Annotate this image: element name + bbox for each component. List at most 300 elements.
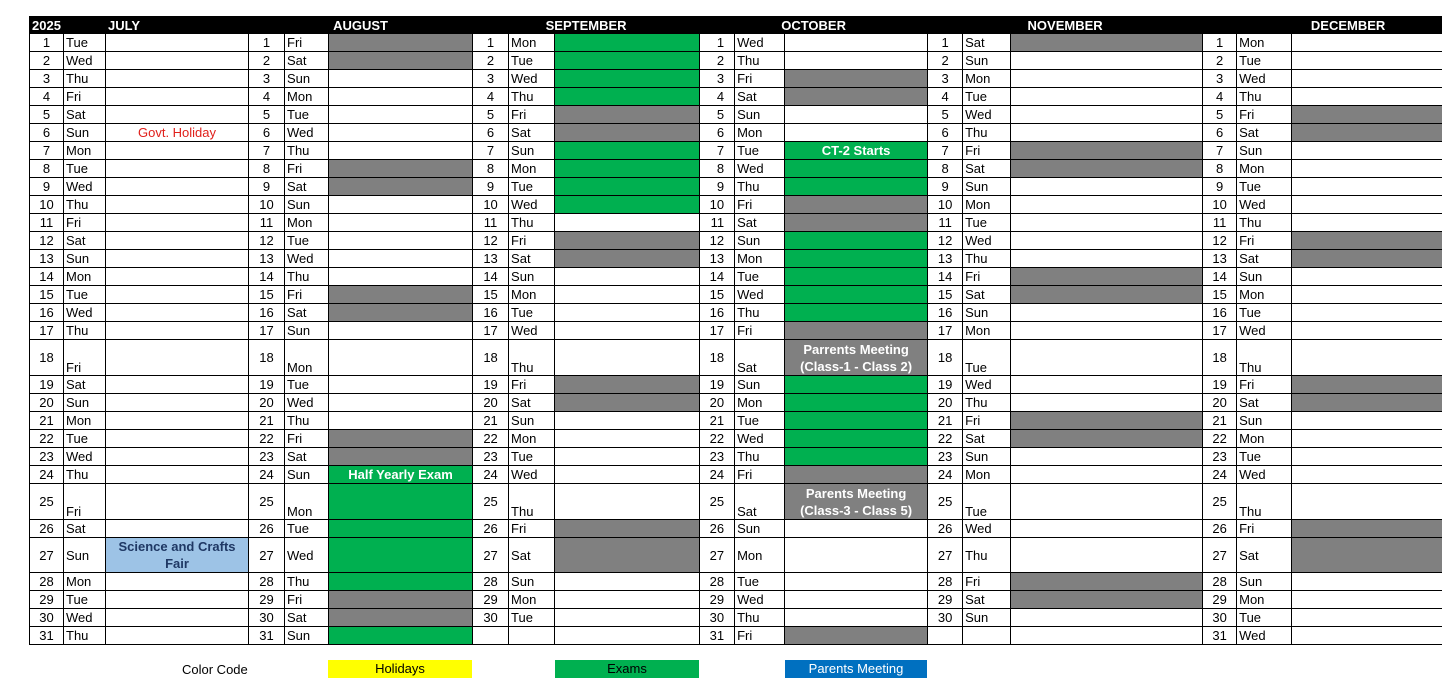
november-weekday: Wed	[963, 520, 1011, 538]
november-weekday: Sat	[963, 430, 1011, 448]
august-weekday: Tue	[285, 376, 329, 394]
july-day-number: 17	[30, 322, 64, 340]
september-day-number: 8	[473, 160, 509, 178]
september-event-cell	[555, 538, 700, 573]
july-day-number: 13	[30, 250, 64, 268]
october-weekday: Mon	[735, 394, 785, 412]
november-event-cell	[1011, 448, 1203, 466]
november-weekday: Wed	[963, 376, 1011, 394]
november-weekday: Tue	[963, 340, 1011, 376]
july-event-cell	[106, 322, 249, 340]
december-day-number: 24	[1203, 466, 1237, 484]
august-weekday: Sun	[285, 70, 329, 88]
july-weekday: Thu	[64, 70, 106, 88]
august-day-number: 8	[249, 160, 285, 178]
october-day-number: 16	[700, 304, 735, 322]
july-day-number: 21	[30, 412, 64, 430]
august-event-cell	[329, 520, 473, 538]
december-event-cell	[1292, 214, 1442, 232]
october-day-number: 18	[700, 340, 735, 376]
october-weekday: Thu	[735, 304, 785, 322]
october-weekday: Fri	[735, 322, 785, 340]
table-row	[30, 591, 1442, 609]
august-weekday: Tue	[285, 520, 329, 538]
november-weekday: Mon	[963, 70, 1011, 88]
october-event-cell	[785, 178, 928, 196]
august-weekday: Fri	[285, 160, 329, 178]
july-day-number: 5	[30, 106, 64, 124]
july-event-cell	[106, 160, 249, 178]
july-weekday: Sat	[64, 376, 106, 394]
july-day-number: 10	[30, 196, 64, 214]
october-weekday: Sun	[735, 520, 785, 538]
september-event-cell	[555, 394, 700, 412]
november-event-cell	[1011, 52, 1203, 70]
october-day-number: 8	[700, 160, 735, 178]
november-weekday: Sun	[963, 304, 1011, 322]
july-weekday: Sun	[64, 538, 106, 573]
august-day-number: 16	[249, 304, 285, 322]
november-weekday: Sun	[963, 178, 1011, 196]
december-day-number: 10	[1203, 196, 1237, 214]
september-event-cell	[555, 268, 700, 286]
july-weekday: Thu	[64, 466, 106, 484]
december-weekday: Sat	[1237, 538, 1292, 573]
september-day-number: 10	[473, 196, 509, 214]
october-day-number: 3	[700, 70, 735, 88]
september-weekday: Thu	[509, 484, 555, 520]
october-weekday: Sat	[735, 340, 785, 376]
august-day-number: 30	[249, 609, 285, 627]
table-row	[30, 286, 1442, 304]
december-event-cell	[1292, 160, 1442, 178]
august-day-number: 15	[249, 286, 285, 304]
september-weekday: Wed	[509, 466, 555, 484]
october-event-cell	[785, 106, 928, 124]
december-event-cell	[1292, 340, 1442, 376]
august-event-cell	[329, 304, 473, 322]
december-event-cell	[1292, 466, 1442, 484]
october-day-number: 6	[700, 124, 735, 142]
table-row	[30, 124, 1442, 142]
november-weekday: Thu	[963, 124, 1011, 142]
october-day-number: 20	[700, 394, 735, 412]
august-weekday: Thu	[285, 268, 329, 286]
september-event-cell	[555, 124, 700, 142]
july-event-cell	[106, 573, 249, 591]
november-day-number: 25	[928, 484, 963, 520]
december-event-cell	[1292, 106, 1442, 124]
august-day-number: 18	[249, 340, 285, 376]
november-event-cell	[1011, 232, 1203, 250]
table-row	[30, 322, 1442, 340]
august-day-number: 21	[249, 412, 285, 430]
november-weekday: Thu	[963, 538, 1011, 573]
calendar-table	[29, 16, 1442, 645]
december-day-number: 6	[1203, 124, 1237, 142]
september-day-number: 25	[473, 484, 509, 520]
august-weekday: Tue	[285, 232, 329, 250]
july-event-cell	[106, 250, 249, 268]
july-day-number: 22	[30, 430, 64, 448]
august-weekday: Wed	[285, 394, 329, 412]
september-day-number: 9	[473, 178, 509, 196]
december-event-cell	[1292, 124, 1442, 142]
december-event-cell	[1292, 88, 1442, 106]
october-day-number: 29	[700, 591, 735, 609]
july-event-cell	[106, 268, 249, 286]
december-day-number: 28	[1203, 573, 1237, 591]
september-weekday	[509, 627, 555, 645]
july-day-number: 19	[30, 376, 64, 394]
october-event-cell	[785, 160, 928, 178]
october-weekday: Thu	[735, 448, 785, 466]
october-weekday: Sat	[735, 88, 785, 106]
september-event-cell	[555, 196, 700, 214]
august-event-cell	[329, 609, 473, 627]
november-day-number: 26	[928, 520, 963, 538]
table-row	[30, 52, 1442, 70]
october-weekday: Fri	[735, 627, 785, 645]
december-day-number: 31	[1203, 627, 1237, 645]
october-weekday: Wed	[735, 160, 785, 178]
october-weekday: Mon	[735, 538, 785, 573]
december-weekday: Thu	[1237, 484, 1292, 520]
december-event-cell	[1292, 286, 1442, 304]
july-day-number: 16	[30, 304, 64, 322]
july-weekday: Fri	[64, 88, 106, 106]
october-weekday: Wed	[735, 34, 785, 52]
july-day-number: 11	[30, 214, 64, 232]
july-event-cell	[106, 430, 249, 448]
november-weekday: Sat	[963, 34, 1011, 52]
august-day-number: 28	[249, 573, 285, 591]
july-weekday: Tue	[64, 430, 106, 448]
table-row	[30, 538, 1442, 573]
august-weekday: Sat	[285, 609, 329, 627]
july-day-number: 30	[30, 609, 64, 627]
november-event-cell	[1011, 124, 1203, 142]
october-event-cell	[785, 88, 928, 106]
august-weekday: Fri	[285, 286, 329, 304]
july-weekday: Fri	[64, 484, 106, 520]
july-day-number: 12	[30, 232, 64, 250]
december-day-number: 11	[1203, 214, 1237, 232]
july-event-cell	[106, 627, 249, 645]
december-weekday: Tue	[1237, 52, 1292, 70]
october-day-number: 22	[700, 430, 735, 448]
october-weekday: Fri	[735, 466, 785, 484]
december-day-number: 20	[1203, 394, 1237, 412]
september-day-number: 1	[473, 34, 509, 52]
october-event-cell	[785, 573, 928, 591]
december-weekday: Tue	[1237, 448, 1292, 466]
july-day-number: 28	[30, 573, 64, 591]
october-event-cell	[785, 538, 928, 573]
september-weekday: Sat	[509, 394, 555, 412]
october-day-number: 4	[700, 88, 735, 106]
november-event-cell	[1011, 412, 1203, 430]
november-day-number: 9	[928, 178, 963, 196]
december-event-cell	[1292, 196, 1442, 214]
august-day-number: 24	[249, 466, 285, 484]
table-row	[30, 376, 1442, 394]
november-day-number: 10	[928, 196, 963, 214]
august-weekday: Sat	[285, 304, 329, 322]
october-weekday: Tue	[735, 573, 785, 591]
september-event-cell	[555, 627, 700, 645]
december-weekday: Mon	[1237, 160, 1292, 178]
table-row	[30, 70, 1442, 88]
september-day-number: 22	[473, 430, 509, 448]
december-weekday: Sat	[1237, 394, 1292, 412]
september-weekday: Sat	[509, 538, 555, 573]
month-header-august: AUGUST	[249, 17, 473, 34]
july-weekday: Fri	[64, 340, 106, 376]
september-weekday: Mon	[509, 591, 555, 609]
august-event-cell	[329, 34, 473, 52]
november-event-cell	[1011, 214, 1203, 232]
table-row	[30, 412, 1442, 430]
november-weekday: Mon	[963, 196, 1011, 214]
november-day-number: 2	[928, 52, 963, 70]
december-day-number: 27	[1203, 538, 1237, 573]
august-event-cell	[329, 196, 473, 214]
table-row	[30, 627, 1442, 645]
october-day-number: 23	[700, 448, 735, 466]
september-event-cell	[555, 520, 700, 538]
july-day-number: 9	[30, 178, 64, 196]
table-row	[30, 484, 1442, 520]
october-event-cell	[785, 627, 928, 645]
september-weekday: Mon	[509, 286, 555, 304]
december-weekday: Wed	[1237, 196, 1292, 214]
table-row	[30, 160, 1442, 178]
october-day-number: 9	[700, 178, 735, 196]
september-weekday: Tue	[509, 448, 555, 466]
september-event-cell	[555, 160, 700, 178]
august-weekday: Fri	[285, 34, 329, 52]
august-day-number: 25	[249, 484, 285, 520]
november-weekday: Mon	[963, 322, 1011, 340]
october-day-number: 14	[700, 268, 735, 286]
august-event-cell: Half Yearly Exam	[329, 466, 473, 484]
december-day-number: 30	[1203, 609, 1237, 627]
table-row	[30, 573, 1442, 591]
december-weekday: Mon	[1237, 34, 1292, 52]
october-day-number: 1	[700, 34, 735, 52]
september-weekday: Fri	[509, 232, 555, 250]
december-weekday: Tue	[1237, 304, 1292, 322]
december-event-cell	[1292, 52, 1442, 70]
october-day-number: 28	[700, 573, 735, 591]
november-event-cell	[1011, 286, 1203, 304]
november-weekday: Sun	[963, 52, 1011, 70]
september-day-number: 7	[473, 142, 509, 160]
september-day-number: 28	[473, 573, 509, 591]
july-weekday: Mon	[64, 268, 106, 286]
december-weekday: Thu	[1237, 88, 1292, 106]
july-weekday: Tue	[64, 34, 106, 52]
september-weekday: Wed	[509, 196, 555, 214]
september-event-cell	[555, 430, 700, 448]
august-weekday: Wed	[285, 538, 329, 573]
december-weekday: Fri	[1237, 106, 1292, 124]
december-day-number: 21	[1203, 412, 1237, 430]
october-day-number: 25	[700, 484, 735, 520]
august-weekday: Mon	[285, 340, 329, 376]
october-event-cell	[785, 394, 928, 412]
august-weekday: Sun	[285, 627, 329, 645]
october-event-cell	[785, 34, 928, 52]
september-event-cell	[555, 609, 700, 627]
july-day-number: 4	[30, 88, 64, 106]
november-day-number: 15	[928, 286, 963, 304]
july-day-number: 8	[30, 160, 64, 178]
july-event-cell: Science and Crafts Fair	[106, 538, 249, 573]
december-day-number: 18	[1203, 340, 1237, 376]
november-event-cell	[1011, 484, 1203, 520]
october-event-cell	[785, 304, 928, 322]
july-weekday: Sat	[64, 520, 106, 538]
november-weekday: Tue	[963, 88, 1011, 106]
november-event-cell	[1011, 160, 1203, 178]
november-weekday: Thu	[963, 394, 1011, 412]
july-weekday: Wed	[64, 304, 106, 322]
november-event-cell	[1011, 538, 1203, 573]
december-event-cell	[1292, 609, 1442, 627]
october-event-cell	[785, 214, 928, 232]
october-day-number: 12	[700, 232, 735, 250]
december-event-cell	[1292, 412, 1442, 430]
october-weekday: Wed	[735, 430, 785, 448]
august-day-number: 14	[249, 268, 285, 286]
november-day-number: 22	[928, 430, 963, 448]
september-weekday: Mon	[509, 430, 555, 448]
august-weekday: Thu	[285, 142, 329, 160]
september-event-cell	[555, 286, 700, 304]
august-weekday: Wed	[285, 250, 329, 268]
july-event-cell	[106, 376, 249, 394]
july-event-cell	[106, 394, 249, 412]
november-day-number: 7	[928, 142, 963, 160]
december-weekday: Mon	[1237, 591, 1292, 609]
july-weekday: Fri	[64, 214, 106, 232]
august-event-cell	[329, 268, 473, 286]
october-day-number: 7	[700, 142, 735, 160]
august-weekday: Mon	[285, 214, 329, 232]
september-day-number: 15	[473, 286, 509, 304]
november-day-number: 11	[928, 214, 963, 232]
november-event-cell	[1011, 627, 1203, 645]
august-weekday: Sun	[285, 466, 329, 484]
december-weekday: Wed	[1237, 322, 1292, 340]
september-weekday: Fri	[509, 376, 555, 394]
october-day-number: 15	[700, 286, 735, 304]
august-day-number: 5	[249, 106, 285, 124]
august-weekday: Mon	[285, 484, 329, 520]
july-day-number: 15	[30, 286, 64, 304]
august-event-cell	[329, 448, 473, 466]
november-weekday: Fri	[963, 412, 1011, 430]
august-weekday: Thu	[285, 412, 329, 430]
december-weekday: Sat	[1237, 124, 1292, 142]
september-day-number: 17	[473, 322, 509, 340]
december-weekday: Tue	[1237, 178, 1292, 196]
october-weekday: Sun	[735, 232, 785, 250]
august-day-number: 19	[249, 376, 285, 394]
september-weekday: Sun	[509, 412, 555, 430]
september-weekday: Thu	[509, 340, 555, 376]
july-event-cell	[106, 52, 249, 70]
table-row	[30, 214, 1442, 232]
august-day-number: 12	[249, 232, 285, 250]
july-day-number: 27	[30, 538, 64, 573]
october-day-number: 2	[700, 52, 735, 70]
october-event-cell	[785, 268, 928, 286]
august-day-number: 7	[249, 142, 285, 160]
july-event-cell	[106, 106, 249, 124]
september-event-cell	[555, 376, 700, 394]
november-day-number: 16	[928, 304, 963, 322]
july-weekday: Thu	[64, 322, 106, 340]
august-day-number: 26	[249, 520, 285, 538]
august-event-cell	[329, 160, 473, 178]
july-day-number: 7	[30, 142, 64, 160]
september-weekday: Tue	[509, 178, 555, 196]
december-day-number: 4	[1203, 88, 1237, 106]
october-event-cell	[785, 412, 928, 430]
august-day-number: 10	[249, 196, 285, 214]
november-day-number: 3	[928, 70, 963, 88]
october-day-number: 30	[700, 609, 735, 627]
table-row	[30, 106, 1442, 124]
november-day-number: 14	[928, 268, 963, 286]
july-weekday: Tue	[64, 591, 106, 609]
month-header-december: DECEMBER	[1203, 17, 1442, 34]
august-event-cell	[329, 340, 473, 376]
november-weekday: Wed	[963, 106, 1011, 124]
october-day-number: 13	[700, 250, 735, 268]
july-event-cell	[106, 448, 249, 466]
july-weekday: Sun	[64, 250, 106, 268]
december-day-number: 3	[1203, 70, 1237, 88]
september-event-cell	[555, 34, 700, 52]
august-day-number: 17	[249, 322, 285, 340]
october-day-number: 5	[700, 106, 735, 124]
october-weekday: Thu	[735, 178, 785, 196]
month-header-july: JULY	[64, 17, 249, 34]
december-event-cell	[1292, 322, 1442, 340]
november-day-number: 17	[928, 322, 963, 340]
december-event-cell	[1292, 142, 1442, 160]
year-label: 2025	[30, 17, 64, 34]
month-header-november: NOVEMBER	[928, 17, 1203, 34]
july-day-number: 2	[30, 52, 64, 70]
august-event-cell	[329, 538, 473, 573]
december-day-number: 15	[1203, 286, 1237, 304]
december-event-cell	[1292, 484, 1442, 520]
july-event-cell	[106, 214, 249, 232]
july-weekday: Sat	[64, 232, 106, 250]
december-weekday: Thu	[1237, 340, 1292, 376]
august-event-cell	[329, 627, 473, 645]
november-day-number: 29	[928, 591, 963, 609]
august-event-cell	[329, 250, 473, 268]
october-weekday: Sat	[735, 484, 785, 520]
october-day-number: 10	[700, 196, 735, 214]
november-day-number: 23	[928, 448, 963, 466]
